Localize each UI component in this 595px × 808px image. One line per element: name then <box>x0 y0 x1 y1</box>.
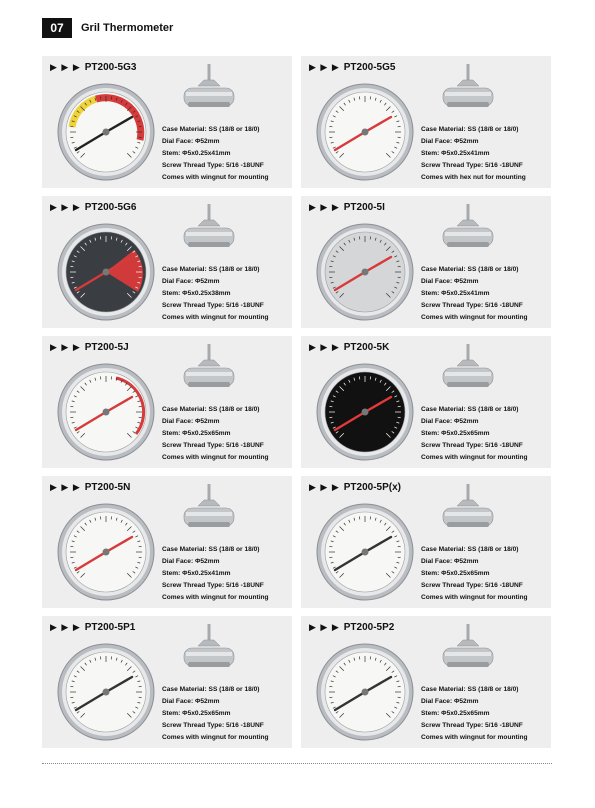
product-dial-image <box>315 642 415 742</box>
thermometer-side-view-icon <box>439 482 497 534</box>
product-side-image <box>439 342 497 394</box>
product-model: PT200-5K <box>343 342 390 353</box>
spec-line: Stem: Φ5x0.25x65mm <box>421 430 490 437</box>
product-model: PT200-5P(x) <box>343 482 402 493</box>
arrow-icons: ▶ ▶ ▶ <box>309 62 340 72</box>
product-specs <box>162 404 269 464</box>
page-title: Gril Thermometer <box>81 22 174 34</box>
product-specs <box>421 124 526 184</box>
product-card <box>301 196 551 328</box>
spec-line: Screw Thread Type: 5/16 -18UNF <box>421 582 523 589</box>
spec-line: Stem: Φ5x0.25x41mm <box>162 570 231 577</box>
product-model: PT200-5P1 <box>84 622 136 633</box>
thermometer-dial-icon <box>56 362 156 462</box>
product-dial-image <box>56 502 156 602</box>
thermometer-side-view-icon <box>180 202 238 254</box>
spec-line: Stem: Φ5x0.25x41mm <box>421 290 490 297</box>
spec-line: Case Material: SS (18/8 or 18/0) <box>421 406 519 413</box>
spec-line: Case Material: SS (18/8 or 18/0) <box>162 406 260 413</box>
arrow-icons: ▶ ▶ ▶ <box>309 622 340 632</box>
product-side-image <box>439 62 497 114</box>
spec-line: Stem: Φ5x0.25x41mm <box>421 150 490 157</box>
product-dial-image <box>56 642 156 742</box>
thermometer-side-view-icon <box>180 62 238 114</box>
product-specs <box>162 684 269 744</box>
product-side-image <box>180 482 238 534</box>
spec-line: Stem: Φ5x0.25x65mm <box>162 710 231 717</box>
product-header <box>50 482 130 493</box>
spec-line: Case Material: SS (18/8 or 18/0) <box>162 126 260 133</box>
arrow-icons: ▶ ▶ ▶ <box>50 202 81 212</box>
product-model: PT200-5I <box>343 202 385 213</box>
spec-line: Stem: Φ5x0.25x38mm <box>162 290 231 297</box>
spec-line: Dial Face: Φ52mm <box>421 418 479 425</box>
spec-line: Dial Face: Φ52mm <box>421 558 479 565</box>
arrow-icons: ▶ ▶ ▶ <box>50 62 81 72</box>
spec-line: Screw Thread Type: 5/16 -18UNF <box>162 722 264 729</box>
thermometer-dial-icon <box>315 222 415 322</box>
product-side-image <box>439 202 497 254</box>
product-card <box>301 616 551 748</box>
product-header <box>50 342 129 353</box>
product-card <box>301 56 551 188</box>
thermometer-side-view-icon <box>180 622 238 674</box>
spec-line: Screw Thread Type: 5/16 -18UNF <box>421 162 523 169</box>
product-specs <box>162 544 269 604</box>
spec-line: Dial Face: Φ52mm <box>162 138 220 145</box>
spec-line: Comes with hex nut for mounting <box>421 174 526 181</box>
product-side-image <box>180 622 238 674</box>
spec-line: Comes with wingnut for mounting <box>421 594 528 601</box>
product-specs <box>421 264 528 324</box>
spec-line: Comes with wingnut for mounting <box>421 454 528 461</box>
spec-line: Dial Face: Φ52mm <box>162 558 220 565</box>
product-card <box>42 56 292 188</box>
arrow-icons: ▶ ▶ ▶ <box>309 482 340 492</box>
product-specs <box>421 544 528 604</box>
product-card <box>301 336 551 468</box>
spec-line: Case Material: SS (18/8 or 18/0) <box>421 546 519 553</box>
product-header <box>309 342 389 353</box>
product-side-image <box>439 622 497 674</box>
spec-line: Dial Face: Φ52mm <box>162 278 220 285</box>
thermometer-dial-icon <box>315 502 415 602</box>
thermometer-side-view-icon <box>439 202 497 254</box>
product-header <box>50 622 135 633</box>
spec-line: Case Material: SS (18/8 or 18/0) <box>162 266 260 273</box>
product-model: PT200-5P2 <box>343 622 395 633</box>
product-specs <box>162 264 269 324</box>
arrow-icons: ▶ ▶ ▶ <box>50 342 81 352</box>
product-grid <box>42 56 552 748</box>
product-header <box>50 202 136 213</box>
spec-line: Stem: Φ5x0.25x65mm <box>421 570 490 577</box>
thermometer-dial-icon <box>56 222 156 322</box>
product-model: PT200-5G3 <box>84 62 137 73</box>
product-dial-image <box>56 222 156 322</box>
spec-line: Stem: Φ5x0.25x41mm <box>162 150 231 157</box>
thermometer-side-view-icon <box>439 62 497 114</box>
product-card <box>42 476 292 608</box>
thermometer-side-view-icon <box>180 482 238 534</box>
product-model: PT200-5G6 <box>84 202 137 213</box>
page-number: 07 <box>42 18 72 38</box>
page-header <box>42 18 173 38</box>
product-specs <box>421 404 528 464</box>
product-side-image <box>180 342 238 394</box>
spec-line: Case Material: SS (18/8 or 18/0) <box>421 126 519 133</box>
spec-line: Comes with wingnut for mounting <box>421 314 528 321</box>
arrow-icons: ▶ ▶ ▶ <box>309 202 340 212</box>
product-specs <box>421 684 528 744</box>
product-dial-image <box>315 222 415 322</box>
product-model: PT200-5J <box>84 342 129 353</box>
product-header <box>309 202 385 213</box>
spec-line: Screw Thread Type: 5/16 -18UNF <box>162 302 264 309</box>
arrow-icons: ▶ ▶ ▶ <box>309 342 340 352</box>
spec-line: Dial Face: Φ52mm <box>162 418 220 425</box>
spec-line: Screw Thread Type: 5/16 -18UNF <box>162 582 264 589</box>
product-side-image <box>180 202 238 254</box>
thermometer-side-view-icon <box>439 622 497 674</box>
spec-line: Comes with wingnut for mounting <box>162 314 269 321</box>
spec-line: Dial Face: Φ52mm <box>162 698 220 705</box>
spec-line: Stem: Φ5x0.25x65mm <box>421 710 490 717</box>
spec-line: Case Material: SS (18/8 or 18/0) <box>421 686 519 693</box>
spec-line: Comes with wingnut for mounting <box>421 734 528 741</box>
product-card <box>42 196 292 328</box>
spec-line: Comes with wingnut for mounting <box>162 594 269 601</box>
spec-line: Screw Thread Type: 5/16 -18UNF <box>421 302 523 309</box>
product-header <box>50 62 136 73</box>
spec-line: Case Material: SS (18/8 or 18/0) <box>421 266 519 273</box>
spec-line: Stem: Φ5x0.25x65mm <box>162 430 231 437</box>
product-card <box>42 336 292 468</box>
thermometer-dial-icon <box>315 362 415 462</box>
product-dial-image <box>56 362 156 462</box>
thermometer-dial-icon <box>315 82 415 182</box>
thermometer-dial-icon <box>56 82 156 182</box>
thermometer-dial-icon <box>56 502 156 602</box>
product-dial-image <box>56 82 156 182</box>
spec-line: Screw Thread Type: 5/16 -18UNF <box>162 442 264 449</box>
product-specs <box>162 124 269 184</box>
spec-line: Comes with wingnut for mounting <box>162 454 269 461</box>
spec-line: Dial Face: Φ52mm <box>421 138 479 145</box>
product-dial-image <box>315 82 415 182</box>
spec-line: Dial Face: Φ52mm <box>421 278 479 285</box>
product-card <box>42 616 292 748</box>
spec-line: Screw Thread Type: 5/16 -18UNF <box>421 722 523 729</box>
spec-line: Case Material: SS (18/8 or 18/0) <box>162 686 260 693</box>
product-header <box>309 62 395 73</box>
thermometer-side-view-icon <box>180 342 238 394</box>
arrow-icons: ▶ ▶ ▶ <box>50 622 81 632</box>
product-side-image <box>180 62 238 114</box>
product-card <box>301 476 551 608</box>
spec-line: Screw Thread Type: 5/16 -18UNF <box>421 442 523 449</box>
thermometer-side-view-icon <box>439 342 497 394</box>
product-side-image <box>439 482 497 534</box>
product-header <box>309 622 394 633</box>
product-model: PT200-5G5 <box>343 62 396 73</box>
product-model: PT200-5N <box>84 482 131 493</box>
spec-line: Screw Thread Type: 5/16 -18UNF <box>162 162 264 169</box>
thermometer-dial-icon <box>315 642 415 742</box>
footer-divider <box>42 763 552 764</box>
spec-line: Case Material: SS (18/8 or 18/0) <box>162 546 260 553</box>
product-dial-image <box>315 362 415 462</box>
thermometer-dial-icon <box>56 642 156 742</box>
spec-line: Comes with wingnut for mounting <box>162 174 269 181</box>
spec-line: Comes with wingnut for mounting <box>162 734 269 741</box>
product-header <box>309 482 401 493</box>
arrow-icons: ▶ ▶ ▶ <box>50 482 81 492</box>
product-dial-image <box>315 502 415 602</box>
spec-line: Dial Face: Φ52mm <box>421 698 479 705</box>
